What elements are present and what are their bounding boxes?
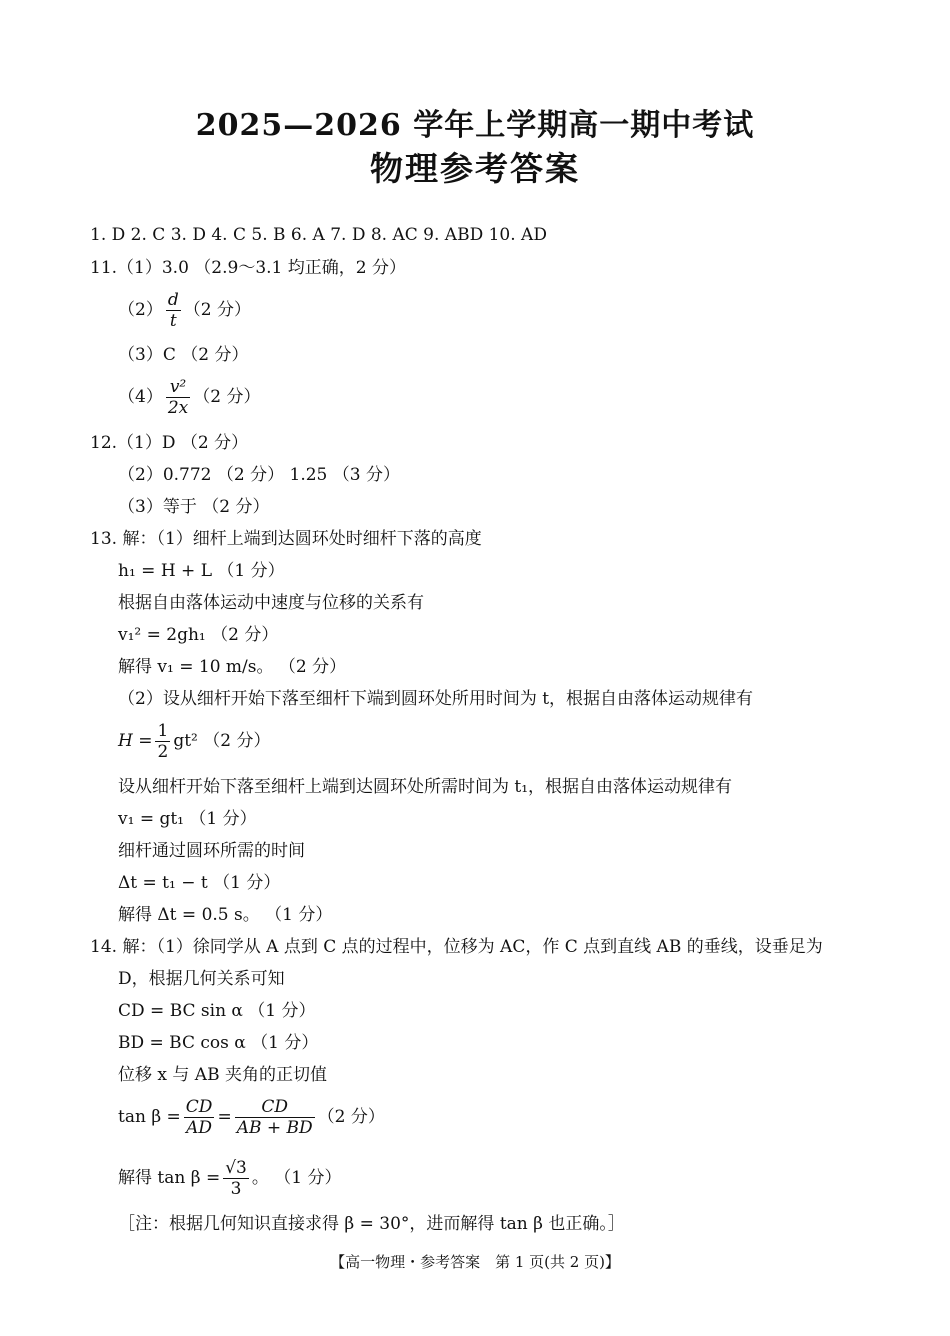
q11-part4-label: （4） xyxy=(118,387,163,407)
q13-eq5: Δt = t₁ − t （1 分） xyxy=(118,873,281,893)
q13-part2: （2）设从细杆开始下落至细杆下端到圆环处所用时间为 t，根据自由落体运动规律有 xyxy=(118,689,754,709)
q13-eq2: v₁² = 2gh₁ （2 分） xyxy=(118,625,279,645)
q13-eq3-fraction: $\frac{1}{2}$ xyxy=(157,721,169,762)
page-subtitle: 物理参考答案 xyxy=(370,149,580,188)
q11-part1: 11.（1）3.0 （2.9～3.1 均正确，2 分） xyxy=(90,258,406,278)
q13-result2: 解得 Δt = 0.5 s。 （1 分） xyxy=(118,905,333,925)
q14-eq2: BD = BC cos α （1 分） xyxy=(118,1033,319,1053)
q13-result1: 解得 v₁ = 10 m/s。 （2 分） xyxy=(118,657,347,677)
q14-eq3-fraction2: $\frac{CD}{AB + BD}$ xyxy=(236,1097,313,1138)
q11-part3: （3）C （2 分） xyxy=(118,345,249,365)
q13-text2: 设从细杆开始下落至细杆上端到达圆环处所需时间为 t₁，根据自由落体运动规律有 xyxy=(118,777,733,797)
q14-note: ［注：根据几何知识直接求得 β = 30°，进而解得 tan β 也正确。］ xyxy=(118,1214,625,1234)
q12-part1: 12.（1）D （2 分） xyxy=(90,433,249,453)
q12-part3: （3）等于 （2 分） xyxy=(118,497,270,517)
q13-eq4: v₁ = gt₁ （1 分） xyxy=(118,809,257,829)
q11-part4 xyxy=(118,377,260,418)
q13-eq1: h₁ = H + L （1 分） xyxy=(118,561,285,581)
q14-text1: 位移 x 与 AB 夹角的正切值 xyxy=(118,1065,327,1085)
q11-part2-label: （2） xyxy=(118,300,163,320)
q11-part2 xyxy=(118,290,251,331)
page-footer: 【高一物理・参考答案 第 1 页(共 2 页)】 xyxy=(330,1253,620,1271)
q13-text1: 根据自由落体运动中速度与位移的关系有 xyxy=(118,593,424,613)
q14-intro-cont: D，根据几何关系可知 xyxy=(118,969,285,989)
q11-part2-score: （2 分） xyxy=(183,300,251,320)
page-title: 2025—2026 学年上学期高一期中考试 xyxy=(195,108,755,143)
q13-text3: 细杆通过圆环所需的时间 xyxy=(118,841,305,861)
q11-part4-fraction: $\frac{\text{v²}}{2x}$ xyxy=(167,377,189,418)
q12-part2: （2）0.772 （2 分） 1.25 （3 分） xyxy=(118,465,400,485)
q14-eq3: tan β = $\frac{CD}{AD}$ = $\frac{CD}{AB + BD}$ （2 分） xyxy=(118,1097,385,1138)
q14-eq1: CD = BC sin α （1 分） xyxy=(118,1001,316,1021)
q11-part2-fraction: $\frac{d}{t}$ xyxy=(167,290,179,331)
q14-result-fraction: $\frac{√3}{3}$ xyxy=(225,1158,247,1199)
q14-eq3-fraction1: $\frac{CD}{AD}$ xyxy=(185,1097,213,1138)
q14-result: 解得 tan β = $\frac{√3}{3}$ 。 （1 分） xyxy=(118,1158,342,1199)
q14-intro: 14. 解：（1）徐同学从 A 点到 C 点的过程中，位移为 AC，作 C 点到直线 AB 的垂线，设垂足为 xyxy=(90,937,823,957)
q13-intro: 13. 解：（1）细杆上端到达圆环处时细杆下落的高度 xyxy=(90,529,482,549)
q13-eq3: H = $\frac{1}{2}$ gt² （2 分） xyxy=(118,721,271,762)
choice-answers: 1. D 2. C 3. D 4. C 5. B 6. A 7. D 8. AC 9. ABD 10. AD xyxy=(90,225,547,245)
q11-part4-score: （2 分） xyxy=(193,387,261,407)
